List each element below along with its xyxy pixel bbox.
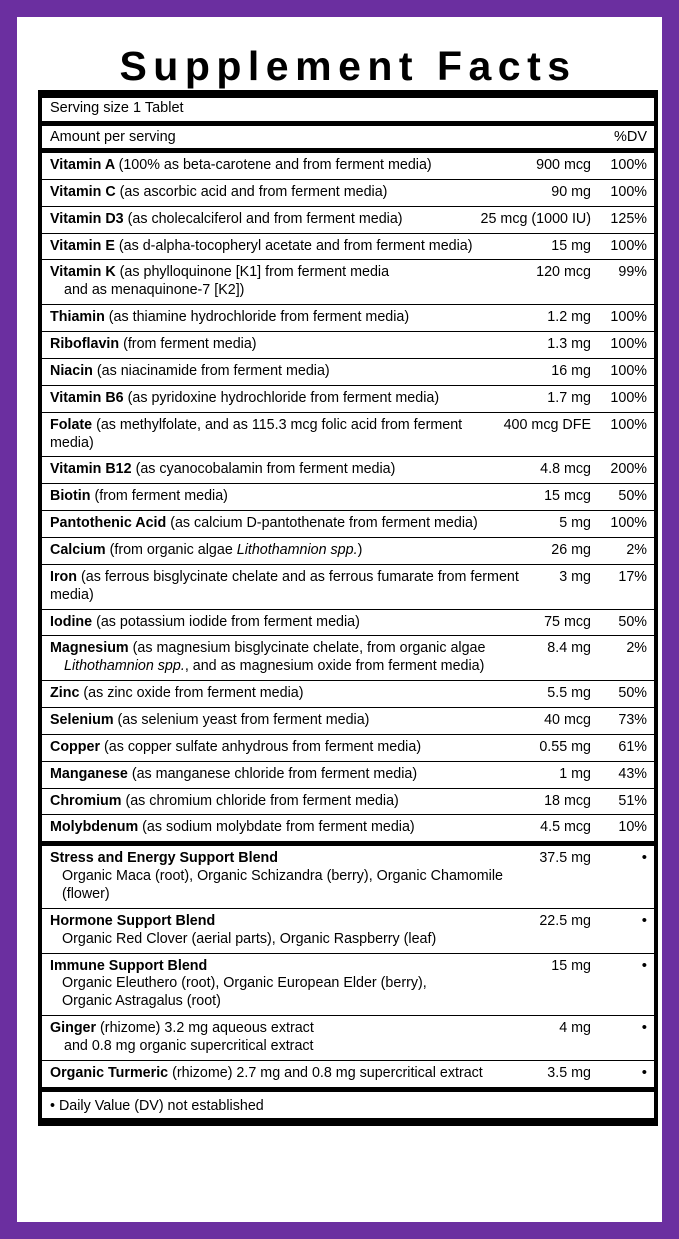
nutrient-row: [42, 153, 654, 179]
nutrient-desc: (as sodium molybdate from ferment media): [142, 819, 415, 836]
nutrient-amount: 26 mg: [551, 541, 591, 558]
nutrient-desc: (as cholecalciferol and from ferment media): [127, 210, 403, 227]
nutrient-name: [50, 488, 544, 506]
nutrient-row: [42, 180, 654, 206]
latin-name: Lithothamnion spp.: [64, 658, 185, 675]
nutrient-name-text: Folate: [50, 416, 97, 433]
nutrient-desc: (as ascorbic acid and from ferment media): [119, 183, 388, 200]
nutrient-name: [50, 766, 559, 784]
nutrient-amount: 1.3 mg: [547, 336, 591, 353]
blend-dv: •: [641, 849, 647, 867]
nutrient-amount: 1.2 mg: [547, 309, 591, 326]
nutrient-desc: (100% as beta-carotene and from ferment media): [118, 157, 432, 174]
nutrient-dv: 100%: [610, 416, 647, 433]
page-title: Supplement Facts: [119, 43, 577, 89]
nutrient-name: [50, 819, 540, 837]
nutrient-desc: (as manganese chloride from ferment media): [131, 765, 418, 782]
nutrient-desc: (as copper sulfate anhydrous from ferment media): [104, 738, 422, 755]
nutrient-dv: 100%: [610, 336, 647, 353]
nutrient-row: [42, 511, 654, 537]
blend-name: [50, 850, 539, 904]
nutrient-row: [42, 735, 654, 761]
nutrient-name-text: Magnesium: [50, 640, 133, 657]
nutrient-row: [42, 484, 654, 510]
nutrient-name-text: Vitamin K: [50, 264, 120, 281]
nutrient-name-text: Niacin: [50, 362, 97, 379]
nutrient-desc: (as selenium yeast from ferment media): [117, 711, 370, 728]
nutrient-name: [50, 238, 551, 256]
nutrient-name: [50, 363, 551, 381]
nutrient-name-text: Manganese: [50, 765, 132, 782]
nutrient-name: [50, 211, 481, 229]
nutrient-row: [42, 762, 654, 788]
nutrient-dv: 200%: [610, 461, 647, 478]
nutrient-name: [50, 309, 547, 327]
amount-header-label: Amount per serving: [50, 129, 176, 146]
nutrient-amount: 1 mg: [559, 765, 591, 782]
nutrient-row: [42, 413, 654, 457]
nutrient-amount: 8.4 mg: [547, 640, 591, 657]
nutrient-dv: 100%: [610, 515, 647, 532]
nutrient-desc: (as calcium D-pantothenate from ferment media): [170, 515, 478, 532]
nutrient-amount: 15 mg: [551, 237, 591, 254]
blend-row: [42, 954, 654, 1016]
nutrient-desc: (as thiamine hydrochloride from ferment media): [108, 309, 410, 326]
nutrient-desc: (as niacinamide from ferment media): [96, 362, 330, 379]
dv-header-label: %DV: [613, 129, 647, 146]
nutrient-row: [42, 260, 654, 304]
nutrient-desc: (as pyridoxine hydrochloride from ferment media): [127, 389, 440, 406]
latin-name: Lithothamnion spp.: [236, 541, 358, 558]
nutrient-name-text: Iron: [50, 568, 81, 585]
nutrient-dv: 50%: [618, 488, 647, 505]
nutrient-name: [50, 614, 544, 632]
blend-dv: •: [641, 1063, 647, 1081]
nutrient-dv: 10%: [618, 819, 647, 836]
divider-title: [38, 90, 658, 98]
nutrient-row: [42, 386, 654, 412]
nutrient-name-text: Copper: [50, 738, 105, 755]
nutrient-row: [42, 610, 654, 636]
blend-desc-cont: and 0.8 mg organic supercritical extract: [64, 1037, 314, 1054]
nutrient-name-text: Iodine: [50, 613, 97, 630]
nutrient-name: [50, 542, 551, 560]
nutrient-amount: 1.7 mg: [547, 389, 591, 406]
nutrient-name: [50, 712, 544, 730]
nutrient-name-text: Molybdenum: [50, 819, 143, 836]
nutrient-row: [42, 636, 654, 680]
nutrient-name-text: Biotin: [50, 488, 95, 505]
nutrient-row: [42, 538, 654, 564]
blend-name: [50, 1065, 547, 1083]
nutrient-desc: (from ferment media): [123, 336, 257, 353]
nutrient-name-text: Vitamin B12: [50, 461, 136, 478]
blend-desc: (rhizome) 2.7 mg and 0.8 mg supercritical extract: [172, 1064, 483, 1081]
nutrient-row: [42, 332, 654, 358]
nutrient-desc: (as d-alpha-tocopheryl acetate and from ferment media): [118, 237, 473, 254]
nutrient-dv: 73%: [618, 711, 647, 728]
nutrient-desc: (from ferment media): [94, 488, 228, 505]
nutrient-dv: 17%: [618, 568, 647, 585]
blend-row: [42, 846, 654, 908]
nutrient-dv: 2%: [626, 640, 647, 657]
nutrient-amount: 3 mg: [559, 568, 591, 585]
nutrient-list: [42, 153, 654, 841]
nutrient-dv: 125%: [610, 210, 647, 227]
nutrient-desc: (from organic algae Lithothamnion spp.): [109, 541, 363, 558]
blend-amount: 3.5 mg: [547, 1064, 591, 1081]
nutrient-desc: (as cyanocobalamin from ferment media): [135, 461, 396, 478]
blend-name-text: Immune Support Blend: [50, 957, 208, 974]
blend-amount: 15 mg: [551, 957, 591, 974]
divider-bottom: [38, 1118, 658, 1126]
nutrient-name: [50, 515, 559, 533]
nutrient-dv: 100%: [610, 183, 647, 200]
nutrient-row: [42, 565, 654, 609]
blend-ingredients: Organic Maca (root), Organic Schizandra (berry), Organic Chamomile (flower): [62, 868, 503, 902]
nutrient-amount: 4.8 mcg: [540, 461, 591, 478]
nutrient-name-text: Pantothenic Acid: [50, 515, 171, 532]
nutrient-name-text: Vitamin D3: [50, 210, 128, 227]
nutrient-row: [42, 234, 654, 260]
nutrient-amount: 5 mg: [559, 515, 591, 532]
blend-name-text: Stress and Energy Support Blend: [50, 850, 278, 867]
nutrient-amount: 40 mcg: [544, 711, 591, 728]
blend-ingredients: Organic Red Clover (aerial parts), Organic Raspberry (leaf): [62, 930, 437, 947]
nutrient-dv: 50%: [618, 613, 647, 630]
nutrient-dv: 61%: [618, 738, 647, 755]
nutrient-desc: (as phylloquinone [K1] from ferment media: [119, 264, 390, 281]
blend-amount: 22.5 mg: [539, 912, 591, 929]
nutrient-dv: 50%: [618, 685, 647, 702]
blend-ingredients-cont: Organic Astragalus (root): [62, 993, 221, 1010]
blend-amount: 4 mg: [559, 1020, 591, 1037]
nutrient-row: [42, 359, 654, 385]
blend-dv: •: [641, 911, 647, 929]
nutrient-dv: 100%: [610, 309, 647, 326]
serving-size: Serving size 1 Tablet: [50, 100, 184, 117]
nutrient-amount: 120 mcg: [536, 264, 591, 281]
nutrient-desc: (as magnesium bisglycinate chelate, from organic algae: [132, 640, 486, 657]
nutrient-desc: (as potassium iodide from ferment media): [96, 613, 360, 630]
label-body: [38, 98, 658, 1118]
nutrient-amount: 75 mcg: [544, 613, 591, 630]
nutrient-desc: (as methylfolate, and as 115.3 mcg folic acid from ferment media): [50, 416, 463, 451]
blend-ingredients: Organic Eleuthero (root), Organic European Elder (berry),: [62, 975, 427, 992]
nutrient-amount: 25 mcg (1000 IU): [480, 210, 591, 227]
nutrient-name-text: Vitamin A: [50, 157, 119, 174]
nutrient-amount: 0.55 mg: [539, 738, 591, 755]
nutrient-name-text: Chromium: [50, 792, 126, 809]
blend-list: [42, 846, 654, 1086]
nutrient-row: [42, 815, 654, 841]
nutrient-row: [42, 305, 654, 331]
blend-name-text: Organic Turmeric: [50, 1064, 173, 1081]
blend-name: [50, 958, 551, 1012]
nutrient-desc-cont: and as menaquinone-7 [K2]): [64, 282, 245, 299]
nutrient-name-text: Calcium: [50, 541, 110, 558]
blend-dv: •: [641, 956, 647, 974]
nutrient-dv: 43%: [618, 765, 647, 782]
nutrient-name: [50, 157, 536, 175]
nutrient-name: [50, 336, 547, 354]
nutrient-name: [50, 685, 547, 703]
nutrient-dv: 100%: [610, 237, 647, 254]
nutrient-dv: 99%: [618, 264, 647, 281]
nutrient-desc-cont: Lithothamnion spp., and as magnesium oxide from ferment media): [64, 658, 485, 675]
nutrient-name: [50, 739, 539, 757]
nutrient-name-text: Riboflavin: [50, 336, 124, 353]
nutrient-desc: (as zinc oxide from ferment media): [83, 685, 304, 702]
nutrient-name-text: Vitamin C: [50, 183, 120, 200]
nutrient-name: [50, 264, 536, 300]
nutrient-name-text: Selenium: [50, 711, 118, 728]
nutrient-name: [50, 793, 544, 811]
nutrient-name: [50, 184, 551, 202]
nutrient-name-text: Vitamin B6: [50, 389, 128, 406]
nutrient-amount: 90 mg: [551, 183, 591, 200]
blend-name: [50, 1020, 559, 1056]
footnote: • Daily Value (DV) not established: [50, 1097, 264, 1114]
nutrient-dv: 100%: [610, 362, 647, 379]
nutrient-dv: 100%: [610, 157, 647, 174]
blend-name-text: Ginger: [50, 1020, 101, 1037]
amount-per-serving-header: [42, 126, 654, 148]
nutrient-dv: 2%: [626, 541, 647, 558]
nutrient-row: [42, 207, 654, 233]
blend-desc: (rhizome) 3.2 mg aqueous extract: [100, 1020, 314, 1037]
nutrient-desc: (as ferrous bisglycinate chelate and as ferrous fumarate from ferment media): [50, 568, 519, 603]
nutrient-amount: 16 mg: [551, 362, 591, 379]
blend-row: [42, 1016, 654, 1060]
nutrient-row: [42, 681, 654, 707]
nutrient-row: [42, 789, 654, 815]
nutrient-amount: 5.5 mg: [547, 685, 591, 702]
nutrient-name: [50, 640, 547, 676]
nutrient-name-text: Zinc: [50, 685, 84, 702]
nutrient-name: [50, 461, 540, 479]
nutrient-amount: 15 mcg: [544, 488, 591, 505]
nutrient-row: [42, 708, 654, 734]
nutrient-amount: 400 mcg DFE: [503, 416, 591, 433]
blend-amount: 37.5 mg: [539, 850, 591, 867]
nutrient-name: [50, 417, 504, 453]
nutrient-name: [50, 569, 559, 605]
nutrient-amount: 4.5 mcg: [540, 819, 591, 836]
nutrient-dv: 100%: [610, 389, 647, 406]
nutrient-name: [50, 390, 547, 408]
nutrient-desc: (as chromium chloride from ferment media): [125, 792, 399, 809]
blend-name: [50, 913, 539, 949]
nutrient-dv: 51%: [618, 792, 647, 809]
blend-name-text: Hormone Support Blend: [50, 912, 216, 929]
nutrient-name-text: Vitamin E: [50, 237, 119, 254]
nutrient-name-text: Thiamin: [50, 309, 109, 326]
nutrient-row: [42, 457, 654, 483]
nutrient-amount: 18 mcg: [544, 792, 591, 809]
label-inner: [38, 33, 658, 1223]
nutrient-amount: 900 mcg: [536, 157, 591, 174]
blend-dv: •: [641, 1019, 647, 1037]
blend-row: [42, 909, 654, 953]
blend-row: [42, 1061, 654, 1087]
